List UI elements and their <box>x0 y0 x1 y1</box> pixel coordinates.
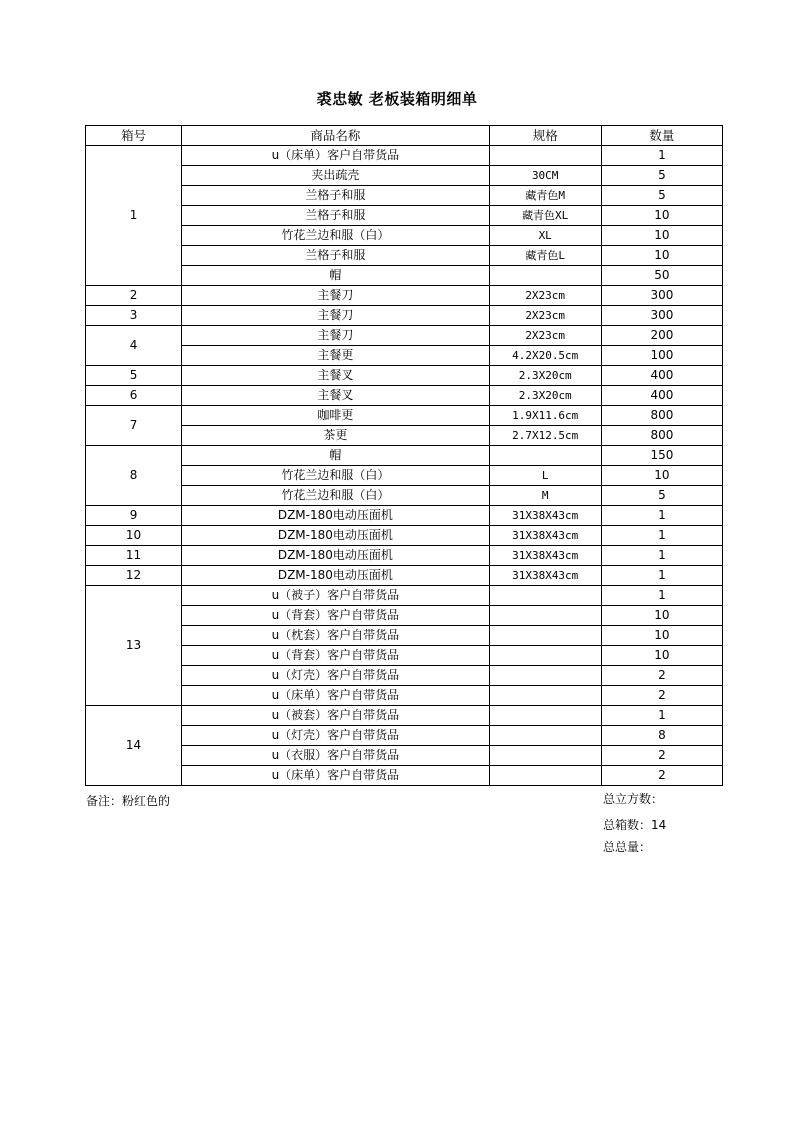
specification-cell <box>489 686 601 706</box>
box-number-cell: 9 <box>86 506 182 526</box>
product-name-cell: 主餐刀 <box>182 306 489 326</box>
product-name-cell: u（枕套）客户自带货品 <box>182 626 489 646</box>
table-row <box>86 406 723 426</box>
specification-cell: 藏青色XL <box>489 206 601 226</box>
box-number-cell: 13 <box>86 586 182 706</box>
table-row <box>86 486 723 506</box>
box-number-cell: 7 <box>86 406 182 446</box>
product-name-cell: 兰格子和服 <box>182 206 489 226</box>
table-row <box>86 226 723 246</box>
product-name-cell: u（被套）客户自带货品 <box>182 706 489 726</box>
table-row <box>86 386 723 406</box>
table-row <box>86 286 723 306</box>
box-number-cell: 1 <box>86 146 182 286</box>
quantity-cell: 1 <box>601 506 722 526</box>
specification-cell: 30CM <box>489 166 601 186</box>
quantity-cell: 10 <box>601 606 722 626</box>
product-name-cell: DZM-180电动压面机 <box>182 526 489 546</box>
product-name-cell: 竹花兰边和服（白） <box>182 466 489 486</box>
box-number-cell: 4 <box>86 326 182 366</box>
specification-cell <box>489 746 601 766</box>
box-number-cell: 5 <box>86 366 182 386</box>
product-name-cell: u（背套）客户自带货品 <box>182 606 489 626</box>
quantity-cell: 1 <box>601 706 722 726</box>
quantity-cell: 400 <box>601 386 722 406</box>
specification-cell <box>489 146 601 166</box>
box-number-cell: 3 <box>86 306 182 326</box>
table-row <box>86 626 723 646</box>
table-row <box>86 306 723 326</box>
header-box-number: 箱号 <box>86 126 182 146</box>
quantity-cell: 400 <box>601 366 722 386</box>
table-row <box>86 266 723 286</box>
product-name-cell: u（灯壳）客户自带货品 <box>182 666 489 686</box>
quantity-cell: 150 <box>601 446 722 466</box>
specification-cell: 2X23cm <box>489 286 601 306</box>
product-name-cell: 主餐叉 <box>182 366 489 386</box>
product-name-cell: 主餐叉 <box>182 386 489 406</box>
product-name-cell: 帽 <box>182 446 489 466</box>
product-name-cell: 主餐刀 <box>182 326 489 346</box>
document-title: 裘忠敏 老板装箱明细单 <box>316 90 478 108</box>
product-name-cell: 兰格子和服 <box>182 246 489 266</box>
total-volume-label: 总立方数： <box>603 792 664 806</box>
box-number-cell: 2 <box>86 286 182 306</box>
table-row <box>86 166 723 186</box>
table-row <box>86 726 723 746</box>
table-row <box>86 186 723 206</box>
quantity-cell: 1 <box>601 146 722 166</box>
product-name-cell: 茶更 <box>182 426 489 446</box>
quantity-cell: 10 <box>601 206 722 226</box>
quantity-cell: 200 <box>601 326 722 346</box>
table-row <box>86 466 723 486</box>
table-row <box>86 346 723 366</box>
specification-cell: 31X38X43cm <box>489 506 601 526</box>
specification-cell: 31X38X43cm <box>489 546 601 566</box>
product-name-cell: 主餐刀 <box>182 286 489 306</box>
packing-list-table <box>85 125 723 786</box>
quantity-cell: 100 <box>601 346 722 366</box>
table-row <box>86 766 723 786</box>
product-name-cell: 主餐更 <box>182 346 489 366</box>
total-quantity-label: 总总量： <box>603 840 652 854</box>
product-name-cell: DZM-180电动压面机 <box>182 566 489 586</box>
box-number-cell: 8 <box>86 446 182 506</box>
quantity-cell: 10 <box>601 466 722 486</box>
table-row <box>86 426 723 446</box>
product-name-cell: DZM-180电动压面机 <box>182 546 489 566</box>
quantity-cell: 50 <box>601 266 722 286</box>
box-number-cell: 10 <box>86 526 182 546</box>
quantity-cell: 1 <box>601 526 722 546</box>
box-number-cell: 12 <box>86 566 182 586</box>
specification-cell: XL <box>489 226 601 246</box>
box-number-cell: 6 <box>86 386 182 406</box>
product-name-cell: 兰格子和服 <box>182 186 489 206</box>
quantity-cell: 5 <box>601 186 722 206</box>
specification-cell: 2X23cm <box>489 306 601 326</box>
table-row <box>86 686 723 706</box>
table-row <box>86 146 723 166</box>
table-row <box>86 526 723 546</box>
table-body <box>86 146 723 786</box>
quantity-cell: 8 <box>601 726 722 746</box>
quantity-cell: 10 <box>601 226 722 246</box>
table-row <box>86 206 723 226</box>
specification-cell <box>489 606 601 626</box>
quantity-cell: 1 <box>601 586 722 606</box>
specification-cell: 藏青色L <box>489 246 601 266</box>
table-row <box>86 506 723 526</box>
table-header-row <box>86 126 723 146</box>
table-row <box>86 646 723 666</box>
header-specification: 规格 <box>489 126 601 146</box>
specification-cell <box>489 646 601 666</box>
specification-cell <box>489 766 601 786</box>
product-name-cell: u（床单）客户自带货品 <box>182 686 489 706</box>
specification-cell: 1.9X11.6cm <box>489 406 601 426</box>
quantity-cell: 300 <box>601 306 722 326</box>
quantity-cell: 10 <box>601 626 722 646</box>
product-name-cell: 咖啡更 <box>182 406 489 426</box>
quantity-cell: 1 <box>601 566 722 586</box>
quantity-cell: 10 <box>601 646 722 666</box>
table-row <box>86 606 723 626</box>
table-row <box>86 566 723 586</box>
quantity-cell: 10 <box>601 246 722 266</box>
table-row <box>86 666 723 686</box>
product-name-cell: 竹花兰边和服（白） <box>182 226 489 246</box>
table-row <box>86 246 723 266</box>
product-name-cell: 夹出疏壳 <box>182 166 489 186</box>
specification-cell: 藏青色M <box>489 186 601 206</box>
quantity-cell: 800 <box>601 426 722 446</box>
specification-cell: 31X38X43cm <box>489 566 601 586</box>
quantity-cell: 1 <box>601 546 722 566</box>
product-name-cell: u（床单）客户自带货品 <box>182 146 489 166</box>
product-name-cell: u（背套）客户自带货品 <box>182 646 489 666</box>
table-row <box>86 706 723 726</box>
total-boxes-label: 总箱数：14 <box>603 818 667 832</box>
quantity-cell: 5 <box>601 166 722 186</box>
product-name-cell: u（被子）客户自带货品 <box>182 586 489 606</box>
table-row <box>86 326 723 346</box>
specification-cell: M <box>489 486 601 506</box>
table-row <box>86 446 723 466</box>
specification-cell <box>489 266 601 286</box>
table-row <box>86 366 723 386</box>
specification-cell: 31X38X43cm <box>489 526 601 546</box>
specification-cell: L <box>489 466 601 486</box>
specification-cell <box>489 726 601 746</box>
product-name-cell: DZM-180电动压面机 <box>182 506 489 526</box>
specification-cell: 2.7X12.5cm <box>489 426 601 446</box>
quantity-cell: 2 <box>601 666 722 686</box>
product-name-cell: u（衣服）客户自带货品 <box>182 746 489 766</box>
product-name-cell: 竹花兰边和服（白） <box>182 486 489 506</box>
remark-note: 备注：粉红色的 <box>86 794 171 808</box>
quantity-cell: 2 <box>601 766 722 786</box>
specification-cell: 4.2X20.5cm <box>489 346 601 366</box>
specification-cell <box>489 626 601 646</box>
box-number-cell: 14 <box>86 706 182 786</box>
quantity-cell: 300 <box>601 286 722 306</box>
product-name-cell: u（床单）客户自带货品 <box>182 766 489 786</box>
quantity-cell: 2 <box>601 746 722 766</box>
quantity-cell: 800 <box>601 406 722 426</box>
specification-cell: 2.3X20cm <box>489 386 601 406</box>
box-number-cell: 11 <box>86 546 182 566</box>
specification-cell: 2.3X20cm <box>489 366 601 386</box>
header-product-name: 商品名称 <box>182 126 489 146</box>
table-row <box>86 586 723 606</box>
quantity-cell: 5 <box>601 486 722 506</box>
specification-cell <box>489 586 601 606</box>
table-row <box>86 546 723 566</box>
header-quantity: 数量 <box>601 126 722 146</box>
product-name-cell: u（灯壳）客户自带货品 <box>182 726 489 746</box>
specification-cell: 2X23cm <box>489 326 601 346</box>
table-row <box>86 746 723 766</box>
product-name-cell: 帽 <box>182 266 489 286</box>
quantity-cell: 2 <box>601 686 722 706</box>
specification-cell <box>489 446 601 466</box>
specification-cell <box>489 666 601 686</box>
specification-cell <box>489 706 601 726</box>
